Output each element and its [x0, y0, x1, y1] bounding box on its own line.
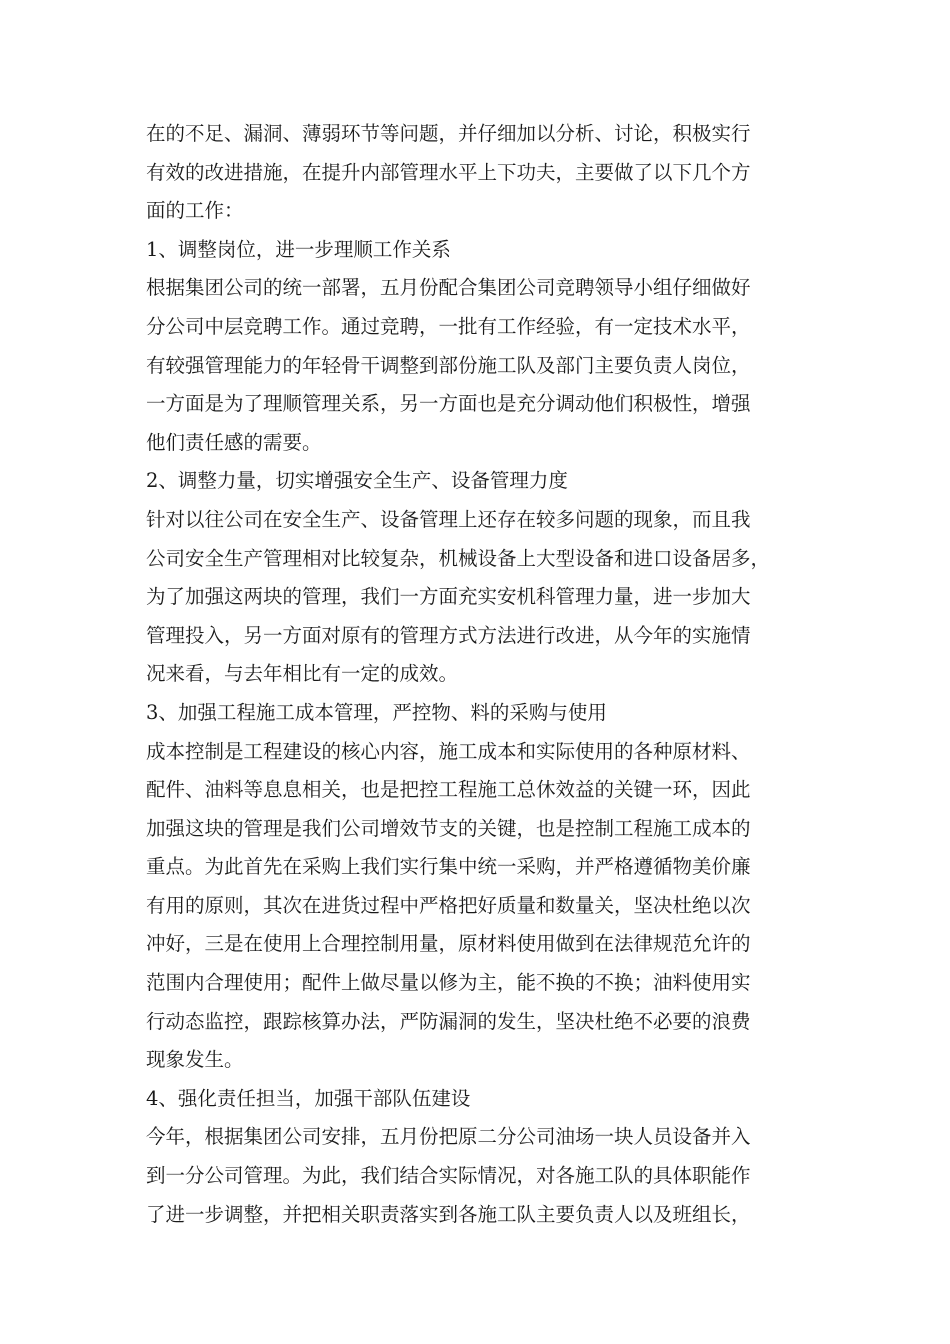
body-line: 在的不足、漏洞、薄弱环节等问题，并仔细加以分析、讨论，积极实行: [146, 122, 751, 145]
document-body: [146, 115, 806, 1234]
body-line: 成本控制是工程建设的核心内容，施工成本和实际使用的各种原材料、: [146, 739, 751, 763]
body-line: 分公司中层竞聘工作。通过竞聘，一批有工作经验，有一定技术水平，: [146, 314, 751, 338]
body-line: 针对以往公司在安全生产、设备管理上还存在较多问题的现象，而且我: [146, 507, 751, 531]
body-line: 公司安全生产管理相对比较复杂，机械设备上大型设备和进口设备居多，: [146, 546, 771, 570]
section-heading-4: 4、强化责任担当，加强干部队伍建设: [146, 1086, 471, 1110]
body-line: 管理投入，另一方面对原有的管理方式方法进行改进，从今年的实施情: [146, 623, 751, 647]
section-heading-1: 1、调整岗位，进一步理顺工作关系: [146, 237, 451, 261]
body-line: 有较强管理能力的年轻骨干调整到部份施工队及部门主要负责人岗位，: [146, 353, 751, 377]
body-line: 重点。为此首先在采购上我们实行集中统一采购，并严格遵循物美价廉: [146, 855, 751, 879]
body-line: 他们责任感的需要。: [146, 430, 322, 454]
body-line: 面的工作：: [146, 199, 244, 223]
body-line: 行动态监控，跟踪核算办法，严防漏洞的发生，坚决杜绝不必要的浪费: [146, 1009, 751, 1033]
body-line: 现象发生。: [146, 1048, 244, 1072]
body-line: 到一分公司管理。为此，我们结合实际情况，对各施工队的具体职能作: [146, 1164, 751, 1188]
body-line: 有用的原则，其次在进货过程中严格把好质量和数量关，坚决杜绝以次: [146, 893, 751, 917]
body-line: 一方面是为了理顺管理关系，另一方面也是充分调动他们积极性，增强: [146, 392, 751, 416]
body-line: 况来看，与去年相比有一定的成效。: [146, 662, 459, 686]
body-line: 有效的改进措施，在提升内部管理水平上下功夫，主要做了以下几个方: [146, 160, 751, 184]
body-line: 范围内合理使用；配件上做尽量以修为主，能不换的不换；油料使用实: [146, 971, 751, 995]
section-heading-3: 3、加强工程施工成本管理，严控物、料的采购与使用: [146, 700, 607, 724]
body-line: 为了加强这两块的管理，我们一方面充实安机科管理力量，进一步加大: [146, 585, 751, 609]
body-line: 冲好，三是在使用上合理控制用量，原材料使用做到在法律规范允许的: [146, 932, 751, 956]
body-line: 了进一步调整，并把相关职责落实到各施工队主要负责人以及班组长，: [146, 1202, 751, 1226]
section-heading-2: 2、调整力量，切实增强安全生产、设备管理力度: [146, 469, 568, 493]
body-line: 加强这块的管理是我们公司增效节支的关键，也是控制工程施工成本的: [146, 816, 751, 840]
body-line: 今年，根据集团公司安排，五月份把原二分公司油场一块人员设备并入: [146, 1125, 751, 1149]
body-line: 配件、油料等息息相关，也是把控工程施工总休效益的关键一环，因此: [146, 778, 751, 802]
body-line: 根据集团公司的统一部署，五月份配合集团公司竞聘领导小组仔细做好: [146, 276, 751, 300]
